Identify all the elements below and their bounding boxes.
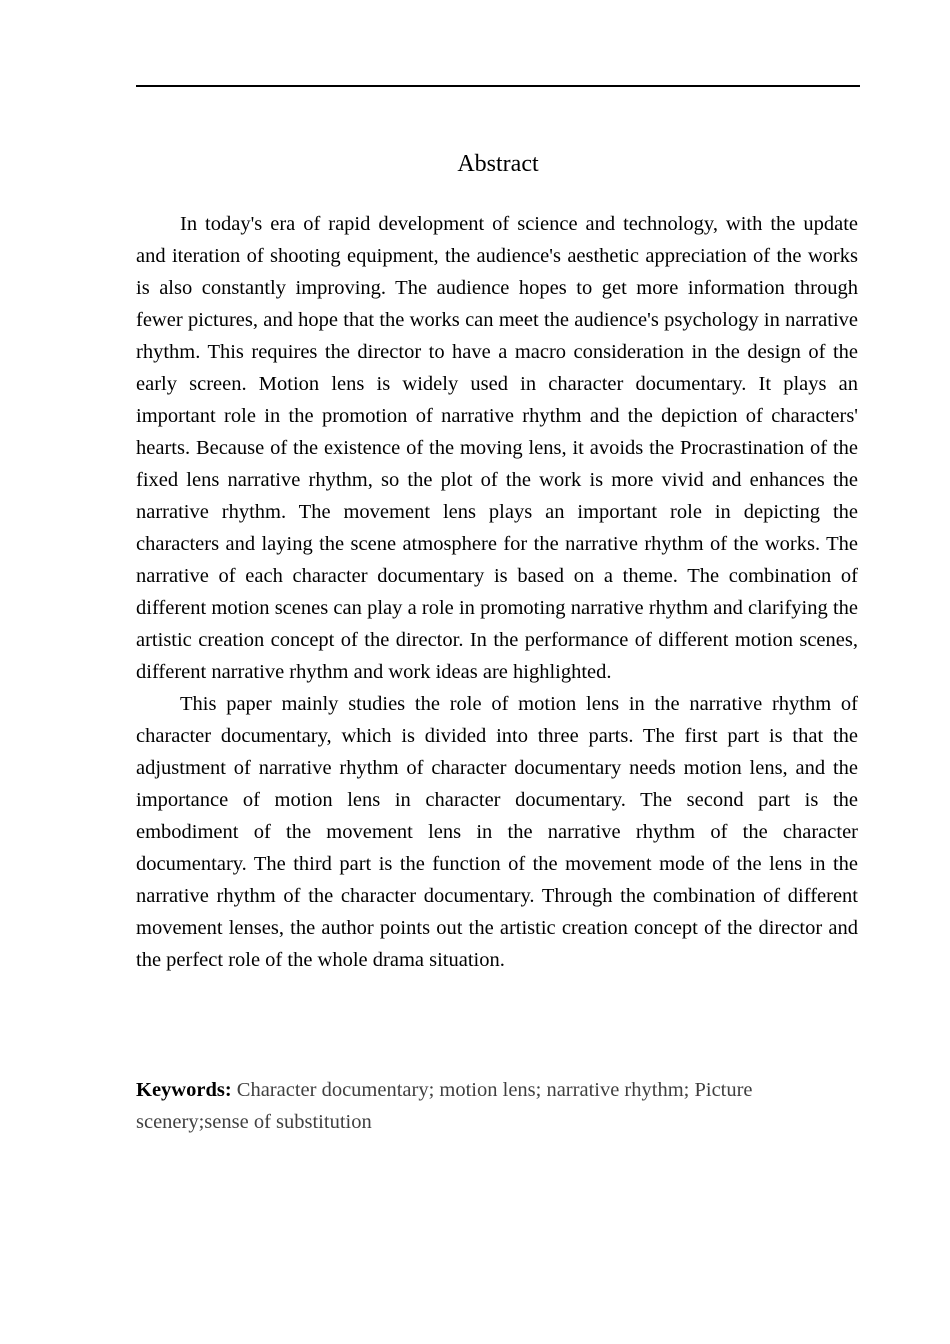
abstract-title: Abstract bbox=[457, 151, 539, 177]
keywords-section bbox=[136, 1074, 858, 1138]
header-rule bbox=[136, 85, 860, 87]
keywords-list: Character documentary; motion lens; narrative rhythm; Picture scenery;sense of substitution bbox=[136, 1079, 753, 1133]
abstract-paragraph-1: In today's era of rapid development of science and technology, with the update and iteration of shooting equipment, the audience's aesthetic appreciation of the works is also constantly improving. The audience hopes to get more information through fewer pictures, and hope that the works can meet the audience's psychology in narrative rhythm. This requires the director to have a macro consideration in the design of the early screen. Motion lens is widely used in character documentary. It plays an important role in the promotion of narrative rhythm and the depiction of characters' hearts. Because of the existence of the moving lens, it avoids the Procrastination of the fixed lens narrative rhythm, so the plot of the work is more vivid and enhances the narrative rhythm. The movement lens plays an important role in depicting the characters and laying the scene atmosphere for the narrative rhythm of the works. The narrative of each character documentary is based on a theme. The combination of different motion scenes can play a role in promoting narrative rhythm and clarifying the artistic creation concept of the director. In the performance of different motion scenes, different narrative rhythm and work ideas are highlighted. bbox=[136, 213, 858, 683]
keywords-label: Keywords: bbox=[136, 1079, 232, 1101]
abstract-body bbox=[136, 208, 858, 976]
abstract-paragraph-2: This paper mainly studies the role of motion lens in the narrative rhythm of character documentary, which is divided into three parts. The first part is that the adjustment of narrative rhythm of character documentary needs motion lens, and the importance of motion lens in character documentary. The second part is the embodiment of the movement lens in the narrative rhythm of the character documentary. The third part is the function of the movement mode of the lens in the narrative rhythm of the character documentary. Through the combination of different movement lenses, the author points out the artistic creation concept of the director and the perfect role of the whole drama situation. bbox=[136, 693, 858, 971]
